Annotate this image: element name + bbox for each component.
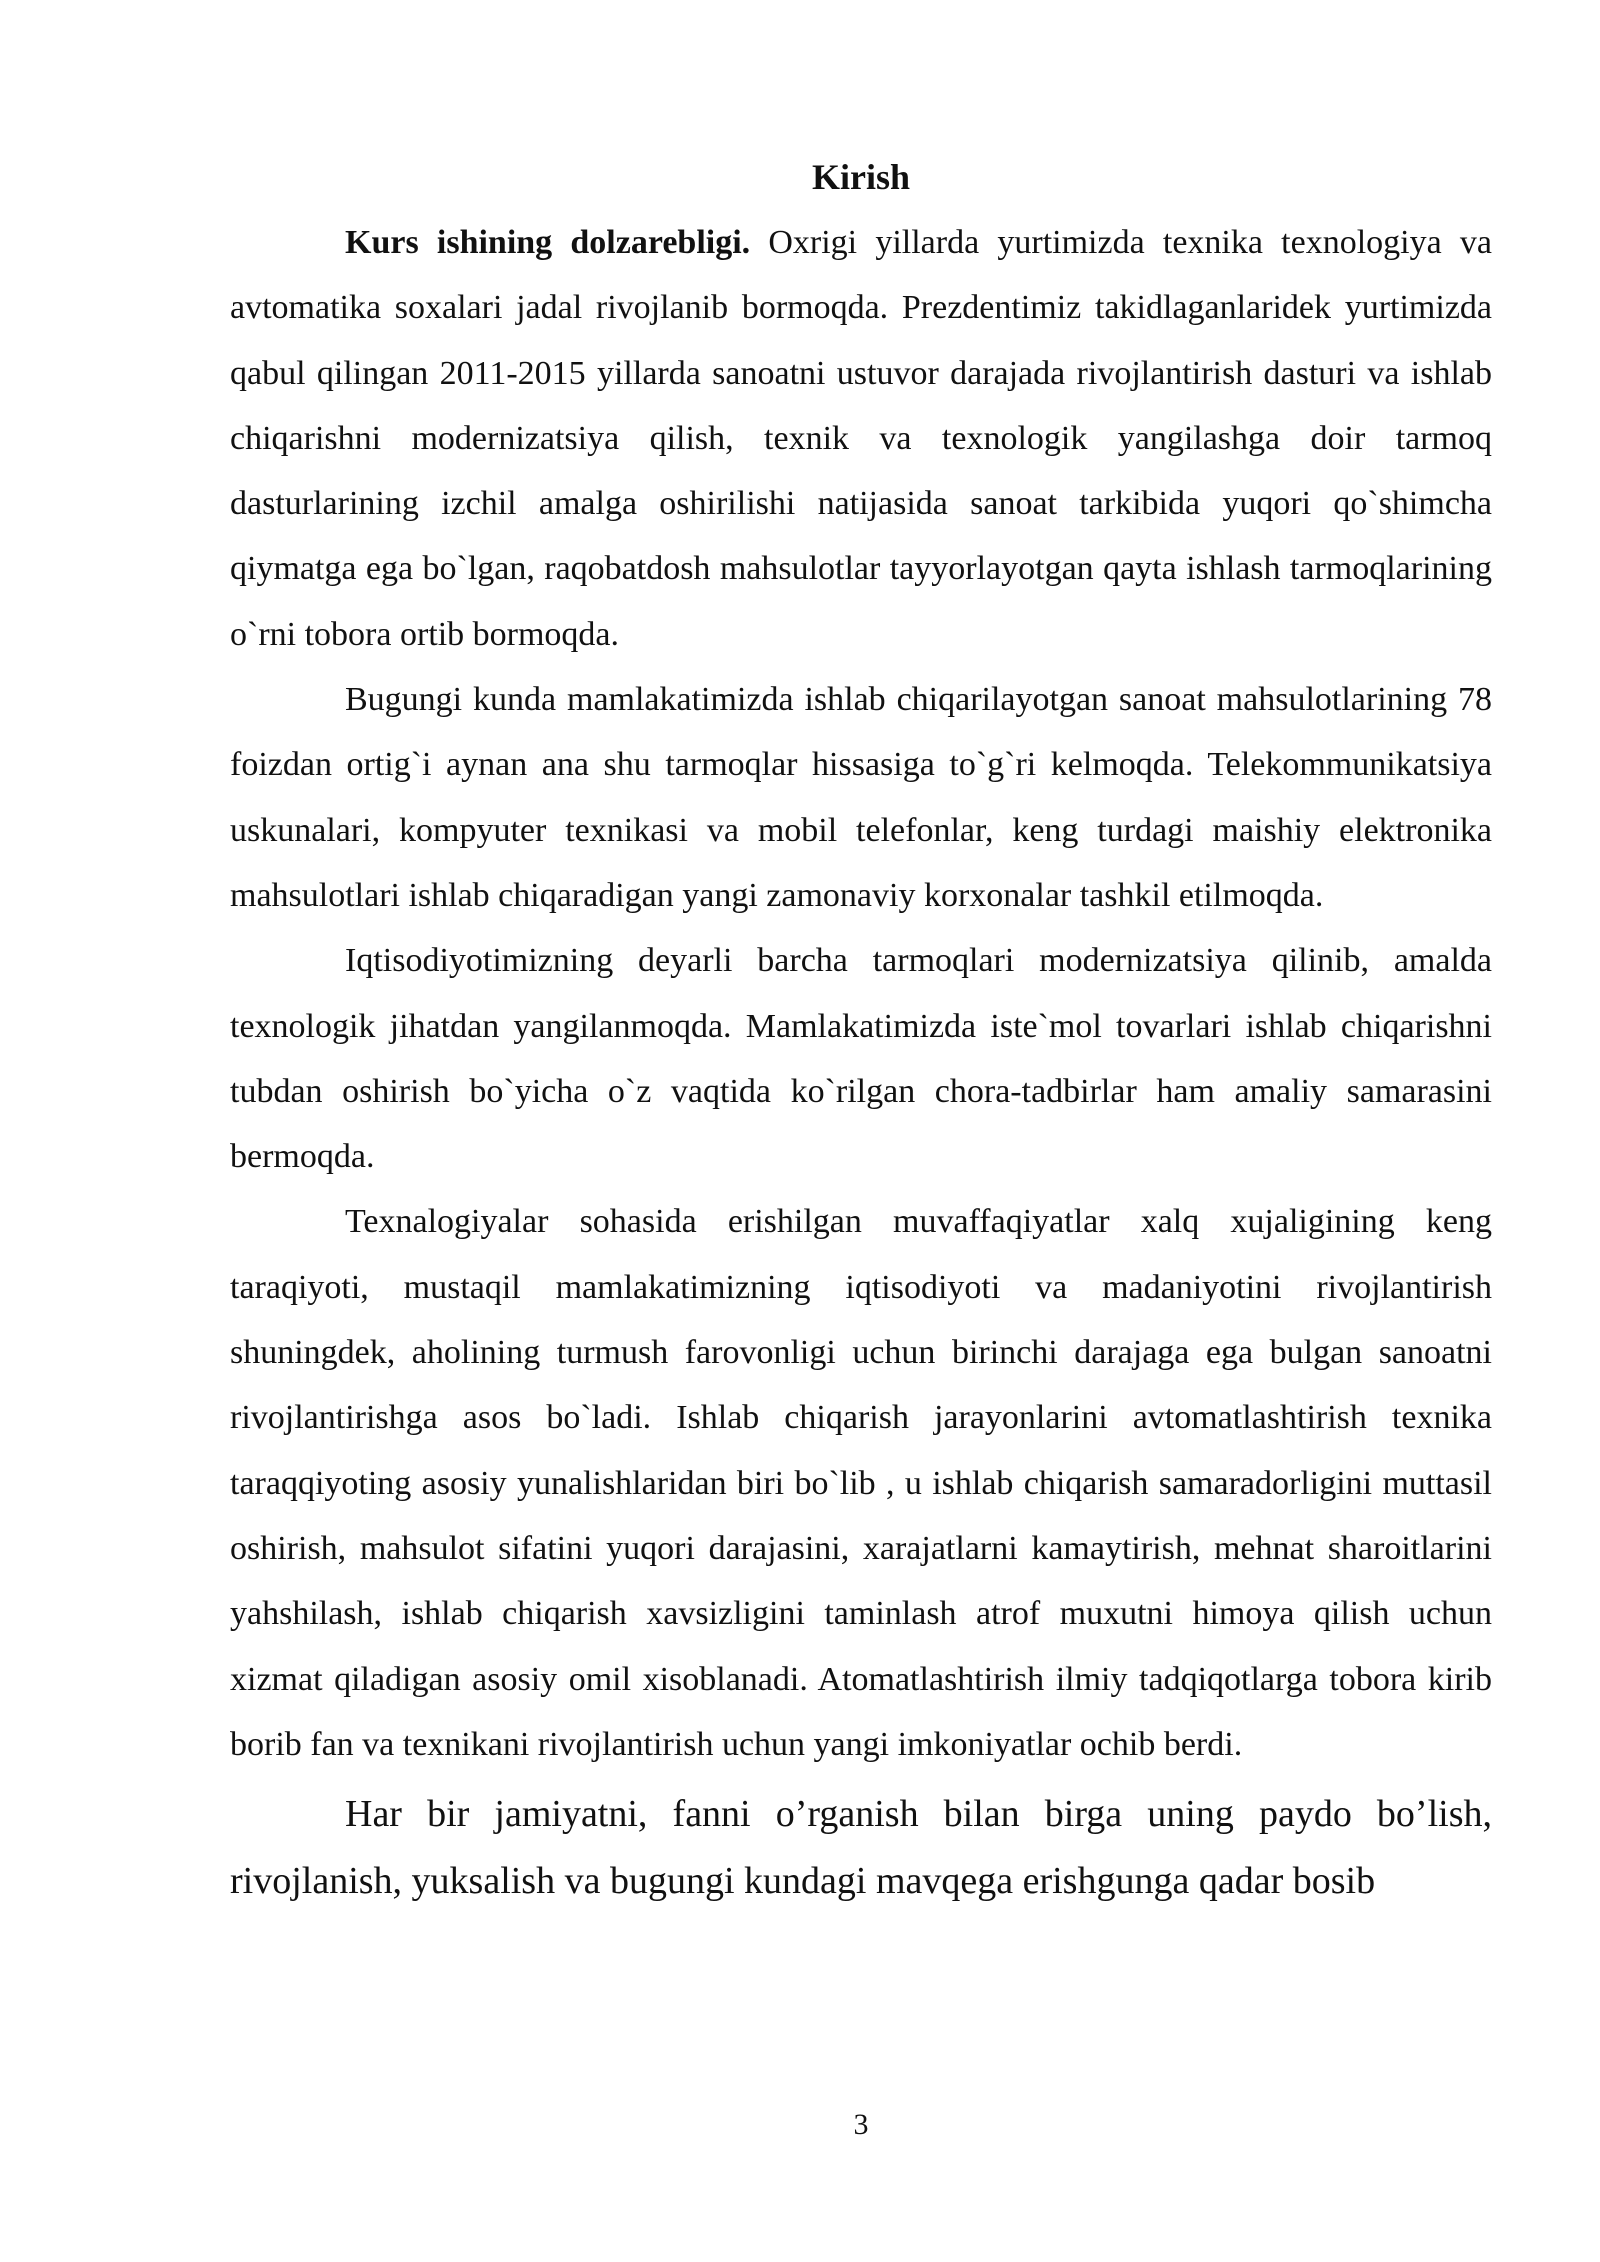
page-number: 3 [853,2108,869,2141]
section-heading: Kirish [811,157,910,197]
document-page [230,145,1492,1915]
paragraph-society-study: Har bir jamiyatni, fanni o’rganish bilan birga uning paydo bo’lish, rivojlanish, yuksalish va bugungi kundagi mavqega erishgunga qadar bosib [230,1793,1492,1903]
paragraph-modernization: Iqtisodiyotimizning deyarli barcha tarmoqlari modernizatsiya qilinib, amalda texnologik jihatdan yangilanmoqda. Mamlakatimizda iste`mol tovarlari ishlab chiqarishni tubdan oshirish bo`yicha o`z vaqtida ko`rilgan chora-tadbirlar ham amaliy samarasini bermoqda. [230,942,1492,1176]
paragraph-lead-bold: Kurs ishining dolzarebligi. [345,224,751,261]
paragraph-technologies: Texnalogiyalar sohasida erishilgan muvaffaqiyatlar xalq xujaligining keng taraqiyoti, mustaqil mamlakatimizning iqtisodiyoti va madaniyotini rivojlantirish shuningdek, aholining turmush farovonligi uchun birinchi darajaga ega bulgan sanoatni rivojlantirishga asos bo`ladi. Ishlab chiqarish jarayonlarini avtomatlashtirish texnika taraqqiyoting asosiy yunalishlaridan biri bo`lib , u ishlab chiqarish samaradorligini muttasil oshirish, mahsulot sifatini yuqori darajasini, xarajatlarni kamaytirish, mehnat sharoitlarini yahshilash, ishlab chiqarish xavsizligini taminlash atrof muxutni himoya qilish uchun xizmat qiladigan asosiy omil xisoblanadi. Atomatlashtirish ilmiy tadqiqotlarga tobora kirib borib fan va texnikani rivojlantirish uchun yangi imkoniyatlar ochib berdi. [230,1203,1492,1763]
paragraph-text: Oxrigi yillarda yurtimizda texnika texnologiya va avtomatika soxalari jadal rivojlanib bormoqda. Prezdentimiz takidlaganlaridek yurtimizda qabul qilingan 2011-2015 yillarda sanoatni ustuvor darajada rivojlantirish dasturi va ishlab chiqarishni modernizatsiya qilish, texnik va texnologik yangilashga doir tarmoq dasturlarining izchil amalga oshirilishi natijasida sanoat tarkibida yuqori qo`shimcha qiymatga ega bo`lgan, raqobatdosh mahsulotlar tayyorlayotgan qayta ishlash tarmoqlarining o`rni tobora ortib bormoqda. [230,224,1492,653]
paragraph-relevance [230,210,1492,667]
paragraph-industry-share: Bugungi kunda mamlakatimizda ishlab chiqarilayotgan sanoat mahsulotlarining 78 foizdan ortig`i aynan ana shu tarmoqlar hissasiga to`g`ri kelmoqda. Telekommunikatsiya uskunalari, kompyuter texnikasi va mobil telefonlar, keng turdagi maishiy elektronika mahsulotlari ishlab chiqaradigan yangi zamonaviy korxonalar tashkil etilmoqda. [230,681,1492,914]
